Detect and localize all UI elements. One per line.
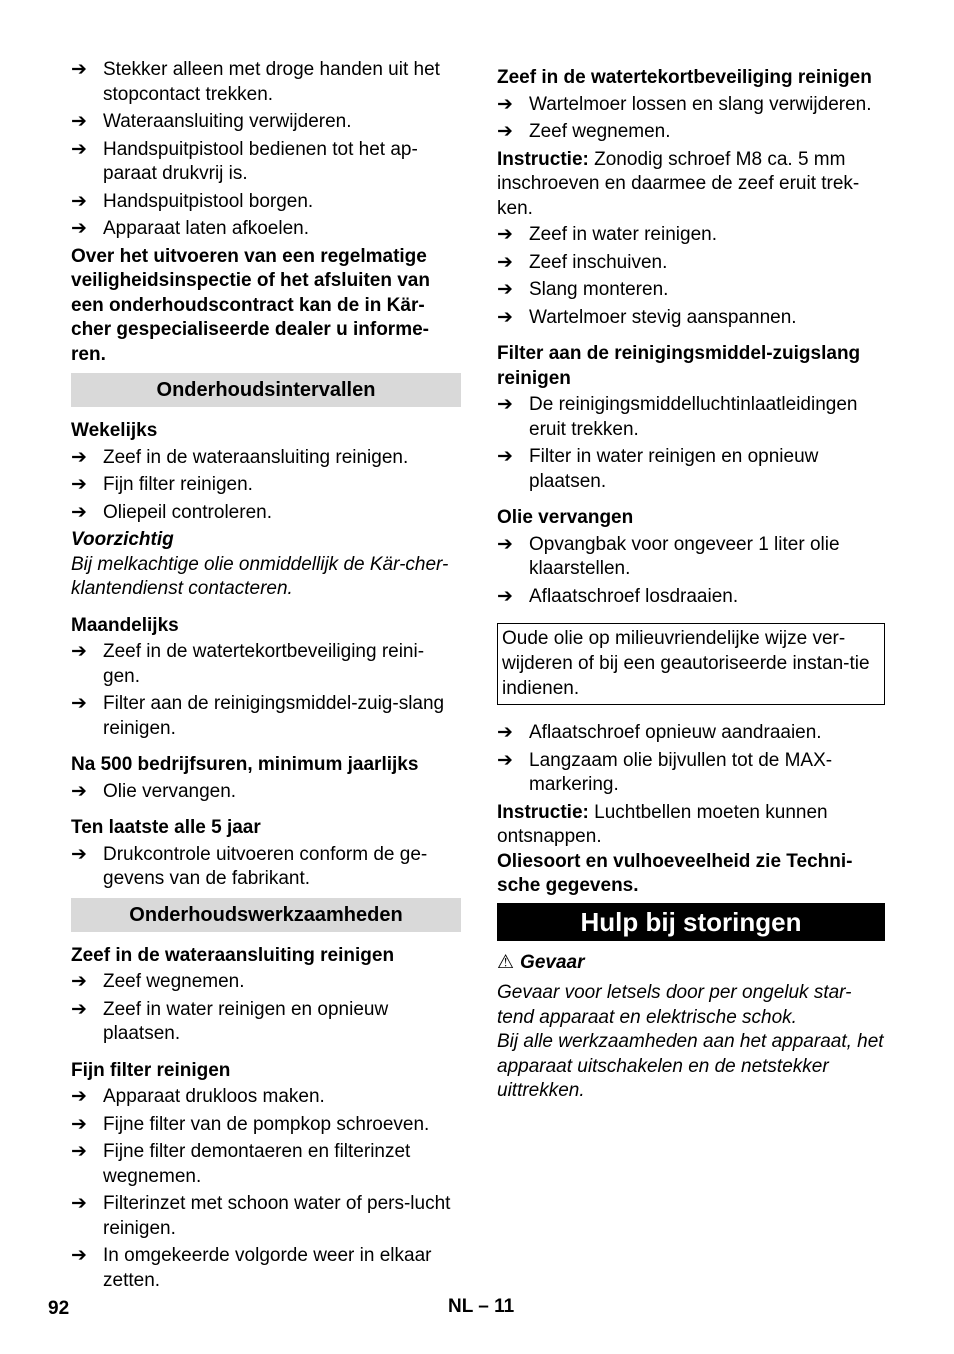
list-item-text: Zeef in de watertekortbeveiliging reini-gen. xyxy=(103,641,425,687)
list-item xyxy=(497,533,885,582)
list-item-text: Drukcontrole uitvoeren conform de ge-gevens van de fabrikant. xyxy=(103,843,428,889)
arrow-right-icon: ➔ xyxy=(71,138,87,160)
subheading-monthly: Maandelijks xyxy=(71,614,179,636)
arrow-right-icon: ➔ xyxy=(71,1193,87,1214)
notice-text: Over het uitvoeren van een regelmatige veiligheidsinspectie of het afsluiten van een onderhoudscontract kan de in Kär-cher gespecialiseerde dealer u informe-ren. xyxy=(71,245,430,365)
list-item-text: Olie vervangen. xyxy=(103,780,237,802)
section-title-hulp: Hulp bij storingen xyxy=(497,903,885,941)
oil-disposal-box: Oude olie op milieuvriendelijke wijze ver-wijderen of bij een geautoriseerde instan-tie indienen. xyxy=(497,623,885,705)
footer-lang-code: NL xyxy=(448,1296,473,1317)
arrow-right-icon: ➔ xyxy=(497,224,513,245)
list-item-text: Zeef wegnemen. xyxy=(103,971,245,992)
list-monthly xyxy=(71,640,461,741)
caution-text: Bij melkachtige olie onmiddellijk de Kär-cher-klantendienst contacteren. xyxy=(71,553,449,599)
warning-triangle-icon: ⚠ xyxy=(497,951,515,973)
list-item xyxy=(497,251,885,276)
list-filter xyxy=(497,393,885,494)
list-olie-a xyxy=(497,533,885,610)
list-item xyxy=(71,998,461,1047)
list-item-text: Aflaatschroef losdraaien. xyxy=(529,585,739,607)
left-column xyxy=(71,58,461,1296)
list-item xyxy=(497,120,885,145)
list-item-text: De reinigingsmiddelluchtinlaatleidingen eruit trekken. xyxy=(529,394,858,440)
arrow-right-icon: ➔ xyxy=(497,749,513,771)
list-item xyxy=(71,217,461,242)
arrow-right-icon: ➔ xyxy=(71,693,87,714)
instruction-2 xyxy=(497,801,885,850)
page-number: 92 xyxy=(48,1298,70,1319)
list-item-text: Zeef in water reinigen en opnieuw plaatsen. xyxy=(103,998,389,1044)
list-item-text: Wartelmoer stevig aanspannen. xyxy=(529,306,797,328)
gevaar-text-1: Gevaar voor letsels door per ongeluk star-tend apparaat en elektrische schok. xyxy=(497,982,852,1028)
list-item-text: Zeef inschuiven. xyxy=(529,251,668,273)
list-item xyxy=(71,446,461,471)
list-item-text: Fijne filter van de pompkop schroeven. xyxy=(103,1113,430,1135)
list-item-text: Zeef wegnemen. xyxy=(529,121,671,142)
list-item-text: Zeef in water reinigen. xyxy=(529,224,717,245)
arrow-right-icon: ➔ xyxy=(71,641,87,662)
arrow-right-icon: ➔ xyxy=(497,251,513,273)
list-item xyxy=(71,1192,461,1241)
list-item-text: Slang monteren. xyxy=(529,279,669,300)
instruction-1 xyxy=(497,148,885,222)
list-item xyxy=(71,58,461,107)
list-item xyxy=(71,1244,461,1293)
arrow-right-icon: ➔ xyxy=(71,474,87,495)
list-item xyxy=(497,93,885,118)
list-item xyxy=(71,640,461,689)
list-zeef xyxy=(71,970,461,1047)
gevaar-heading xyxy=(497,951,885,976)
oliesoort-text: Oliesoort en vulhoeveelheid zie Techni-sche gegevens. xyxy=(497,850,853,896)
caution-title: Voorzichtig xyxy=(71,529,174,550)
list-500h xyxy=(71,780,461,805)
list-item xyxy=(497,721,885,746)
arrow-right-icon: ➔ xyxy=(71,998,87,1020)
subheading-olie: Olie vervangen xyxy=(497,507,634,528)
list-item-text: Langzaam olie bijvullen tot de MAX-markering. xyxy=(529,749,833,795)
arrow-right-icon: ➔ xyxy=(497,279,513,300)
arrow-right-icon: ➔ xyxy=(497,585,513,607)
instruction-1-text: Zonodig schroef M8 ca. 5 mm inschroeven en daarmee de zeef eruit trek-ken. xyxy=(497,148,860,219)
gevaar-title: Gevaar xyxy=(520,951,585,973)
list-item xyxy=(71,1085,461,1110)
list-item xyxy=(71,138,461,187)
list-item-text: Aflaatschroef opnieuw aandraaien. xyxy=(529,722,822,743)
steps-top xyxy=(71,58,461,242)
list-item xyxy=(71,780,461,805)
arrow-right-icon: ➔ xyxy=(71,843,87,865)
list-item xyxy=(497,306,885,331)
list-item-text: In omgekeerde volgorde weer in elkaar zetten. xyxy=(103,1245,432,1291)
arrow-right-icon: ➔ xyxy=(71,501,87,523)
list-item-text: Fijn filter reinigen. xyxy=(103,474,253,495)
list-item-text: Apparaat laten afkoelen. xyxy=(103,218,309,239)
list-item-text: Filterinzet met schoon water of pers-lucht reinigen. xyxy=(103,1193,451,1239)
list-item xyxy=(71,190,461,215)
arrow-right-icon: ➔ xyxy=(497,93,513,115)
list-item xyxy=(71,1140,461,1189)
list-item xyxy=(71,110,461,135)
instruction-2-label: Instructie: xyxy=(497,801,589,823)
arrow-right-icon: ➔ xyxy=(497,446,513,467)
instruction-2-text: Luchtbellen moeten kunnen ontsnappen. xyxy=(497,801,828,847)
list-item-text: Wateraansluiting verwijderen. xyxy=(103,111,352,132)
section-header-work: Onderhoudswerkzaamheden xyxy=(71,898,461,932)
arrow-right-icon: ➔ xyxy=(497,121,513,142)
arrow-right-icon: ➔ xyxy=(71,1113,87,1135)
list-item xyxy=(71,501,461,526)
subheading-weekly: Wekelijks xyxy=(71,420,158,441)
section-header-intervals: Onderhoudsintervallen xyxy=(71,373,461,407)
subheading-5y: Ten laatste alle 5 jaar xyxy=(71,817,261,838)
list-item xyxy=(497,278,885,303)
list-item xyxy=(71,692,461,741)
subheading-filter: Filter aan de reinigingsmiddel-zuigslang reinigen xyxy=(497,343,861,389)
arrow-right-icon: ➔ xyxy=(71,1141,87,1162)
arrow-right-icon: ➔ xyxy=(71,218,87,239)
list-item-text: Filter aan de reinigingsmiddel-zuig-slang reinigen. xyxy=(103,693,445,739)
gevaar-text-2: Bij alle werkzaamheden aan het apparaat, het apparaat uitschakelen en de netstekker uittrekken. xyxy=(497,1031,884,1101)
footer-section-num: 11 xyxy=(494,1296,515,1317)
subheading-zeef: Zeef in de wateraansluiting reinigen xyxy=(71,944,395,966)
list-weekly xyxy=(71,446,461,526)
list-zeefwt-a xyxy=(497,93,885,145)
list-item-text: Handspuitpistool bedienen tot het ap-paraat drukvrij is. xyxy=(103,138,418,184)
arrow-right-icon: ➔ xyxy=(71,1086,87,1107)
arrow-right-icon: ➔ xyxy=(71,59,87,80)
arrow-right-icon: ➔ xyxy=(497,394,513,415)
list-item-text: Wartelmoer lossen en slang verwijderen. xyxy=(529,93,872,115)
right-column xyxy=(497,64,885,1104)
arrow-right-icon: ➔ xyxy=(71,971,87,992)
list-zeefwt-b xyxy=(497,223,885,330)
list-item xyxy=(71,970,461,995)
arrow-right-icon: ➔ xyxy=(497,533,513,555)
list-item-text: Fijne filter demontaeren en filterinzet wegnemen. xyxy=(103,1141,411,1187)
list-item-text: Oliepeil controleren. xyxy=(103,501,272,523)
list-item xyxy=(71,843,461,892)
list-item xyxy=(497,223,885,248)
list-fijn xyxy=(71,1085,461,1293)
list-item xyxy=(71,1113,461,1138)
arrow-right-icon: ➔ xyxy=(71,1245,87,1266)
arrow-right-icon: ➔ xyxy=(71,780,87,802)
list-item-text: Stekker alleen met droge handen uit het stopcontact trekken. xyxy=(103,59,440,105)
list-item-text: Handspuitpistool borgen. xyxy=(103,190,314,212)
list-item xyxy=(497,585,885,610)
arrow-right-icon: ➔ xyxy=(497,722,513,743)
list-item xyxy=(497,445,885,494)
subheading-zeefwt: Zeef in de watertekortbeveiliging reinigen xyxy=(497,67,872,88)
arrow-right-icon: ➔ xyxy=(497,306,513,328)
arrow-right-icon: ➔ xyxy=(71,111,87,132)
list-item-text: Filter in water reinigen en opnieuw plaatsen. xyxy=(529,446,819,492)
footer-sep: – xyxy=(478,1296,489,1317)
list-olie-b xyxy=(497,721,885,798)
list-5y xyxy=(71,843,461,892)
list-item-text: Apparaat drukloos maken. xyxy=(103,1086,325,1107)
list-item xyxy=(71,473,461,498)
subheading-500h: Na 500 bedrijfsuren, minimum jaarlijks xyxy=(71,754,419,775)
list-item-text: Opvangbak voor ongeveer 1 liter olie klaarstellen. xyxy=(529,533,840,579)
arrow-right-icon: ➔ xyxy=(71,190,87,212)
arrow-right-icon: ➔ xyxy=(71,446,87,468)
instruction-1-label: Instructie: xyxy=(497,148,589,170)
subheading-fijn: Fijn filter reinigen xyxy=(71,1059,231,1081)
list-item-text: Zeef in de wateraansluiting reinigen. xyxy=(103,446,409,468)
list-item xyxy=(497,749,885,798)
list-item xyxy=(497,393,885,442)
footer-lang xyxy=(448,1296,514,1318)
